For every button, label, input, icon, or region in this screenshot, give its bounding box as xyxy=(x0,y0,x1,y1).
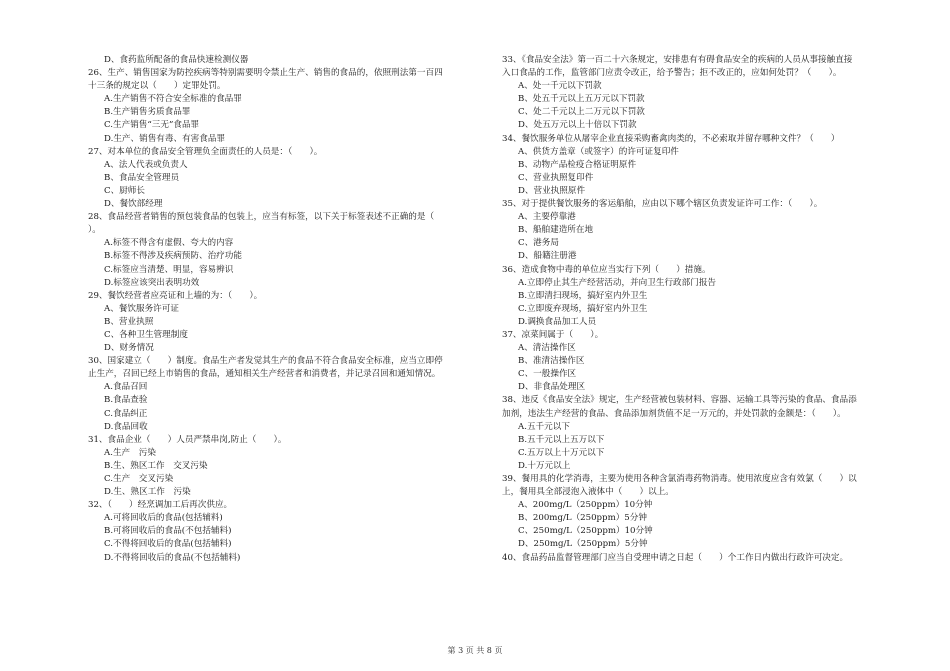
option-line: C.标签应当清楚、明显，容易辨识 xyxy=(104,264,234,275)
option-line: A、法人代表或负责人 xyxy=(104,159,188,170)
option-line: B、准清洁操作区 xyxy=(518,356,585,367)
option-line: C.食品纠正 xyxy=(104,408,148,419)
option-line: C.五万以上十万元以下 xyxy=(518,447,605,458)
option-line: D、250mg/L（250ppm）5分钟 xyxy=(518,539,648,550)
option-line: B.立即清扫现场，搞好室内外卫生 xyxy=(518,290,648,301)
question-line: 28、食品经营者销售的预包装食品的包装上，应当有标签，以下关于标签表述不正确的是（ xyxy=(88,212,435,223)
question-line: 34、餐饮服务单位从屠宰企业直接采购畜禽肉类的，不必索取并留存哪种文件？（ ） xyxy=(502,133,840,144)
option-line: A.生产 污染 xyxy=(104,447,156,458)
option-line: D、营业执照原件 xyxy=(518,185,586,196)
option-line: A.生产销售不符合安全标准的食品罪 xyxy=(104,94,242,105)
option-line: D、非食品处理区 xyxy=(518,382,586,393)
option-line: D.食品回收 xyxy=(104,421,148,432)
option-line: A、主要停靠港 xyxy=(518,212,576,223)
option-line: D、船籍注册港 xyxy=(518,251,577,262)
option-line: C.立即废弃现场，搞好室内外卫生 xyxy=(518,303,648,314)
option-line: A、清洁操作区 xyxy=(518,343,576,354)
option-line: D、餐饮部经理 xyxy=(104,199,163,210)
option-line: D、财务情况 xyxy=(104,343,154,354)
option-line: B、食品安全管理员 xyxy=(104,172,180,183)
option-line: C、营业执照复印件 xyxy=(518,172,594,183)
option-line: B.食品查验 xyxy=(104,395,148,406)
option-line: B、200mg/L（250ppm）5分钟 xyxy=(518,513,647,524)
option-line: A.标签不得含有虚假、夸大的内容 xyxy=(104,238,234,249)
option-line: B.生产销售劣质食品罪 xyxy=(104,107,191,118)
option-line: B.可将回收后的食品(不包括辅料) xyxy=(104,526,232,537)
question-line: 35、对于提供餐饮服务的客运船舶，应由以下哪个辖区负责发证许可工作：（ ）。 xyxy=(502,199,823,210)
option-line: A、200mg/L（250ppm）10分钟 xyxy=(518,500,653,511)
option-line: A、供货方盖章（或签字）的许可证复印件 xyxy=(518,146,679,157)
question-line: 26、生产、销售国家为防控疾病等特别需要明令禁止生产、销售的食品的，依照刑法第一百四 xyxy=(88,68,443,79)
question-line: 30、国家建立（ ）制度。食品生产者发觉其生产的食品不符合食品安全标准，应当立即停 xyxy=(88,356,443,367)
option-line: D.标签应该突出表明功效 xyxy=(104,277,200,288)
option-line: A.立即停止其生产经营活动，并向卫生行政部门报告 xyxy=(518,277,717,288)
page-footer: 第 3 页 共 8 页 xyxy=(447,646,503,655)
option-line: C.生产 交叉污染 xyxy=(104,474,174,484)
option-line: C、处二千元以上二万元以下罚款 xyxy=(518,107,645,118)
option-line: A.可将回收后的食品(包括辅料) xyxy=(104,513,223,524)
question-continuation: 十三条的规定以（ ）定罪处罚。 xyxy=(88,81,226,92)
option-line: C.不得将回收后的食品(包括辅料) xyxy=(104,539,232,550)
option-line: D、食药监所配备的食品快速检测仪器 xyxy=(104,55,249,65)
option-line: B、动物产品检疫合格证明原件 xyxy=(518,159,637,170)
option-line: D.十万元以上 xyxy=(518,460,571,471)
question-line: 32、（ ）经烹调加工后再次供应。 xyxy=(88,500,233,511)
option-line: A.五千元以下 xyxy=(518,421,570,432)
option-line: C、厨师长 xyxy=(104,185,145,196)
question-continuation: 入口食品的工作，监管部门应责令改正，给予警告；拒不改正的，应如何处罚？（ ）。 xyxy=(502,68,842,79)
option-line: B、营业执照 xyxy=(104,316,154,327)
question-line: 33、《食品安全法》第一百二十六条规定，安排患有有碍食品安全的疾病的人员从事接触直接 xyxy=(502,55,853,65)
question-line: 36、造成食物中毒的单位应当实行下列（ ）措施。 xyxy=(502,264,711,275)
question-line: 31、食品企业（ ）人员严禁串岗,防止（ ）。 xyxy=(88,434,287,445)
option-line: C.生产销售“三无”食品罪 xyxy=(104,120,200,131)
question-continuation: 加剂，违法生产经营的食品、食品添加剂货值不足一万元的，并处罚款的金额是：（ ）。 xyxy=(502,408,846,419)
option-line: C、港务局 xyxy=(518,238,559,249)
question-continuation: 上，餐用具全部浸泡入液体中（ ）以上。 xyxy=(502,487,674,498)
question-line: 38、违反《食品安全法》规定，生产经营被包装材料、容器、运输工具等污染的食品、食品添 xyxy=(502,395,857,406)
option-line: C、250mg/L（250ppm）10分钟 xyxy=(518,526,653,537)
question-line: 39、餐用具的化学消毒，主要为使用各种含氯消毒药物消毒。使用浓度应含有效氯（ ）以 xyxy=(502,474,857,484)
option-line: A、处一千元以下罚款 xyxy=(518,81,602,92)
option-line: B、船舶建造所在地 xyxy=(518,225,594,236)
option-line: C、一般操作区 xyxy=(518,369,577,380)
question-line: 27、对本单位的食品安全管理负全面责任的人员是：（ ）。 xyxy=(88,146,323,157)
question-line: 40、食品药品监督管理部门应当自受理申请之日起（ ）个工作日内做出行政许可决定。 xyxy=(502,552,849,563)
option-line: A、餐饮服务许可证 xyxy=(104,303,179,314)
question-line: 37、凉菜间属于（ ）。 xyxy=(502,329,604,340)
option-line: A.食品召回 xyxy=(104,382,148,393)
option-line: B.标签不得涉及疾病预防、治疗功能 xyxy=(104,251,242,262)
right-column xyxy=(502,54,900,565)
option-line: D.调换食品加工人员 xyxy=(518,316,597,327)
left-column xyxy=(88,54,486,565)
option-line: B、处五千元以上五万元以下罚款 xyxy=(518,94,645,105)
option-line: D、处五万元以上十倍以下罚款 xyxy=(518,120,637,131)
option-line: D.不得将回收后的食品(不包括辅料) xyxy=(104,552,241,563)
question-continuation: 止生产，召回已经上市销售的食品，通知相关生产经营者和消费者，并记录召回和通知情况。 xyxy=(88,369,441,380)
question-line: 29、餐饮经营者应亮证和上墙的为：（ ）。 xyxy=(88,290,263,301)
option-line: D.生产、销售有毒、有害食品罪 xyxy=(104,133,226,144)
option-line: B.五千元以上五万以下 xyxy=(518,434,605,445)
option-line: B.生、熟区工作 交叉污染 xyxy=(104,460,208,471)
option-line: C、各种卫生管理制度 xyxy=(104,329,188,340)
option-line: D.生、熟区工作 污染 xyxy=(104,487,191,498)
question-continuation: ）。 xyxy=(88,225,101,236)
